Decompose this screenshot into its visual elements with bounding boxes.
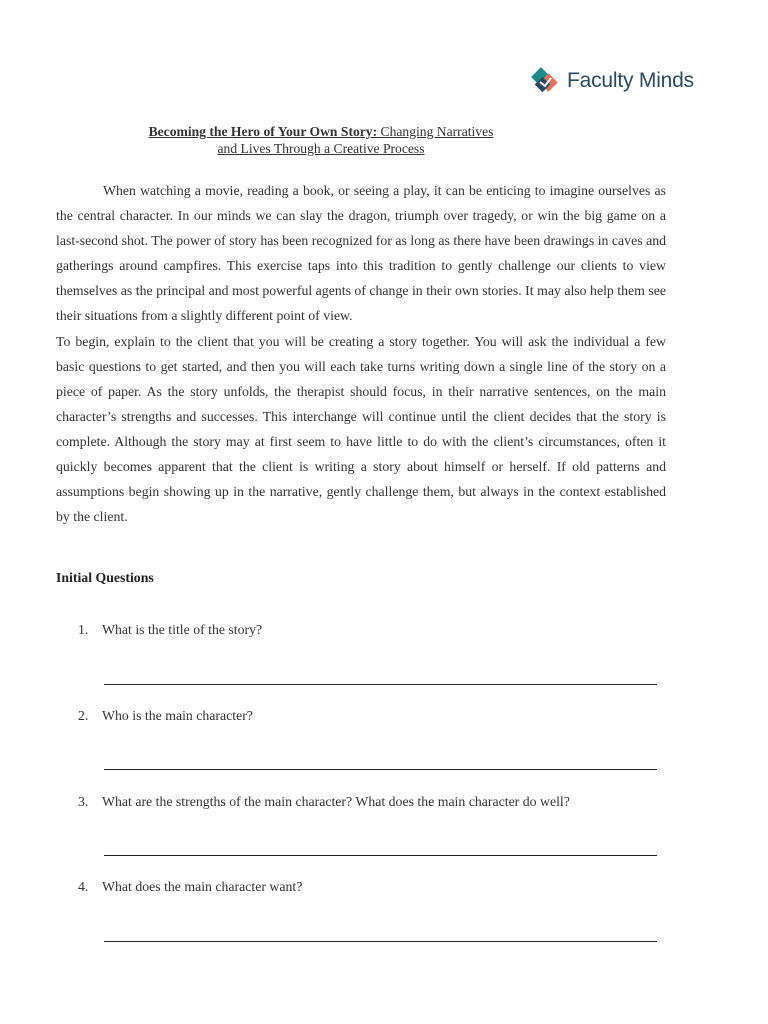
- answer-line[interactable]: [104, 684, 657, 685]
- title-bold-part: Becoming the Hero of Your Own Story:: [148, 124, 378, 139]
- paragraph-instructions: To begin, explain to the client that you will be creating a story together. You will ask the individual a few basic questions to get started, and then you will each take turns writing down a single line of the story on a piece of paper. As the story unfolds, the therapist should focus, in their narrative sentences, on the main character’s strengths and successes. This interchange will continue until the client decides that the story is complete. Although the story may at first seem to have little to do with the client’s circumstances, often it quickly becomes apparent that the client is writing a story about himself or herself. If old patterns and assumptions begin showing up in the narrative, gently challenge them, but always in the context established by the client.: [56, 333, 666, 525]
- faculty-minds-logo: [528, 64, 694, 98]
- document-title: [140, 124, 502, 157]
- question-number: 3.: [78, 794, 89, 809]
- question-item: [78, 878, 658, 895]
- title-rest-line1: Changing Narratives: [377, 124, 494, 139]
- question-item: [78, 621, 658, 638]
- question-number: 1.: [78, 622, 89, 637]
- question-text: What does the main character want?: [102, 879, 303, 894]
- question-item: [78, 707, 658, 724]
- title-rest-line2: and Lives Through a Creative Process: [217, 140, 425, 156]
- question-text: What are the strengths of the main character? What does the main character do well?: [102, 794, 570, 809]
- question-number: 2.: [78, 708, 89, 723]
- answer-line[interactable]: [104, 941, 657, 942]
- question-text: Who is the main character?: [102, 708, 253, 723]
- question-text: What is the title of the story?: [102, 622, 263, 637]
- paragraph-intro: When watching a movie, reading a book, or seeing a play, it can be enticing to imagine ourselves as the central character. In our minds we can slay the dragon, triumph over tragedy, or win the big game on a last-second shot. The power of story has been recognized for as long as there have been drawings in caves and gatherings around campfires. This exercise taps into this tradition to gently challenge our clients to view themselves as the principal and most powerful agents of change in their own stories. It may also help them see their situations from a slightly different point of view.: [56, 183, 666, 324]
- logo-text: Faculty Minds: [567, 69, 694, 92]
- answer-line[interactable]: [104, 769, 657, 770]
- faculty-minds-logo-icon: [528, 64, 562, 98]
- question-item: [78, 793, 658, 810]
- answer-line[interactable]: [104, 855, 657, 856]
- question-number: 4.: [78, 879, 89, 894]
- body-text: [56, 178, 666, 529]
- section-heading: Initial Questions: [56, 570, 154, 585]
